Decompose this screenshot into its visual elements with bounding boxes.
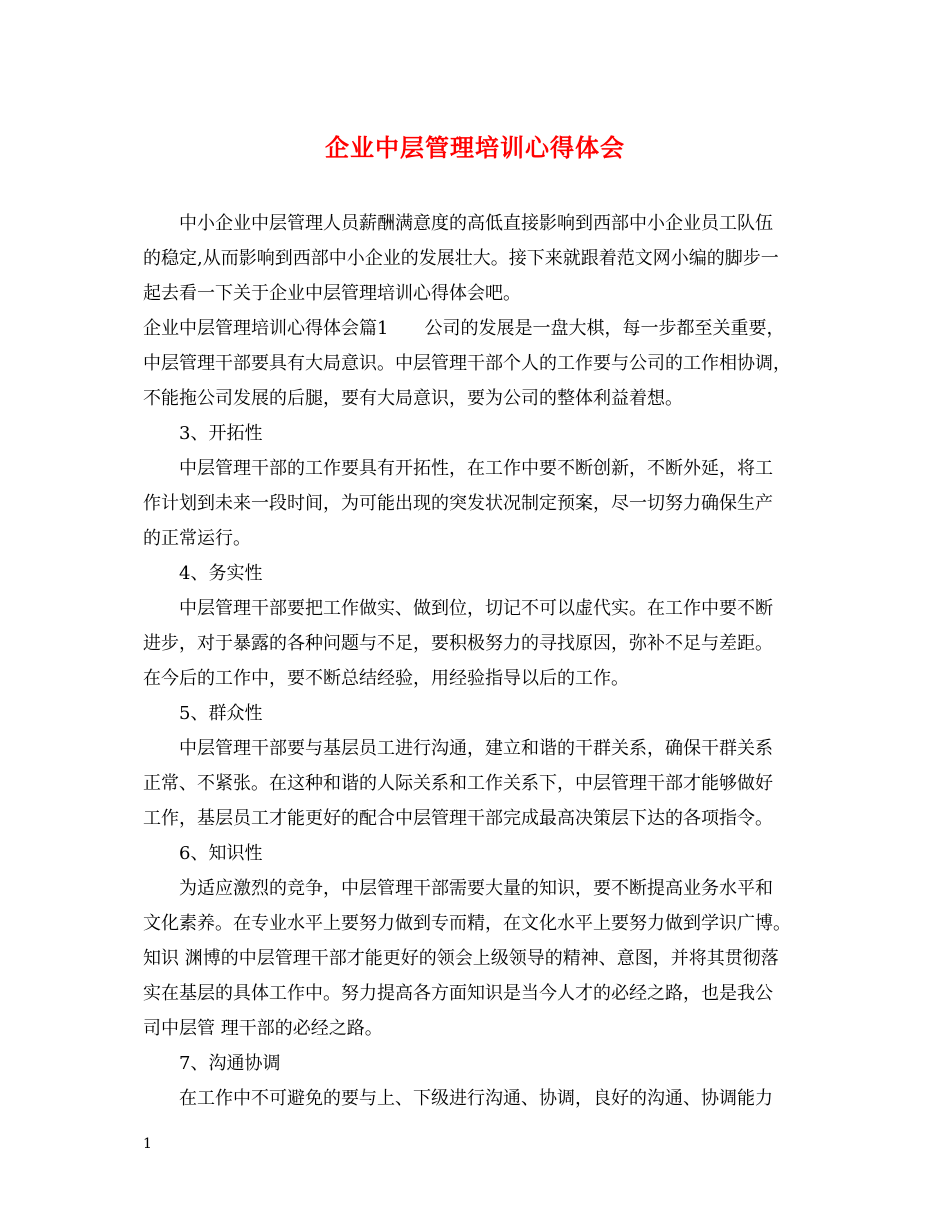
body-line: 作计划到未来一段时间，为可能出现的突发状况制定预案，尽一切努力确保生产 <box>143 493 773 514</box>
body-line: 在工作中不可避免的要与上、下级进行沟通、协调，良好的沟通、协调能力 <box>179 1088 773 1109</box>
section-heading: 7、沟通协调 <box>179 1053 281 1074</box>
section-heading: 4、务实性 <box>179 563 263 584</box>
body-line: 进步，对于暴露的各种问题与不足，要积极努力的寻找原因，弥补不足与差距。 <box>143 633 773 654</box>
body-line: 起去看一下关于企业中层管理培训心得体会吧。 <box>143 283 521 304</box>
page-number: 1 <box>143 1136 152 1152</box>
body-line: 中层管理干部要与基层员工进行沟通，建立和谐的干群关系，确保干群关系 <box>179 738 773 759</box>
body-line: 不能拖公司发展的后腿，要有大局意识，要为公司的整体利益着想。 <box>143 388 683 409</box>
document-title: 企业中层管理培训心得体会 <box>325 133 625 162</box>
document-body <box>143 206 813 1116</box>
body-line: 司中层管 理干部的必经之路。 <box>143 1018 383 1039</box>
body-line: 企业中层管理培训心得体会篇1 公司的发展是一盘大棋，每一步都至关重要， <box>143 318 785 339</box>
body-line: 中层管理干部要具有大局意识。中层管理干部个人的工作要与公司的工作相协调， <box>143 353 791 374</box>
body-line: 为适应激烈的竞争，中层管理干部需要大量的知识，要不断提高业务水平和 <box>179 878 773 899</box>
body-line: 在今后的工作中，要不断总结经验，用经验指导以后的工作。 <box>143 668 629 689</box>
section-heading: 3、开拓性 <box>179 423 263 444</box>
body-line: 中小企业中层管理人员薪酬满意度的高低直接影响到西部中小企业员工队伍 <box>179 213 773 234</box>
body-line: 中层管理干部的工作要具有开拓性，在工作中要不断创新，不断外延，将工 <box>179 458 773 479</box>
body-line: 的正常运行。 <box>143 528 251 549</box>
body-line: 的稳定,从而影响到西部中小企业的发展壮大。接下来就跟着范文网小编的脚步一 <box>143 248 779 269</box>
body-line: 工作，基层员工才能更好的配合中层管理干部完成最高决策层下达的各项指令。 <box>143 808 773 829</box>
body-line: 知识 渊博的中层管理干部才能更好的领会上级领导的精神、意图，并将其贯彻落 <box>143 948 779 969</box>
body-line: 中层管理干部要把工作做实、做到位，切记不可以虚代实。在工作中要不断 <box>179 598 773 619</box>
body-line: 实在基层的具体工作中。努力提高各方面知识是当今人才的必经之路，也是我公 <box>143 983 773 1004</box>
body-line: 正常、不紧张。在这种和谐的人际关系和工作关系下，中层管理干部才能够做好 <box>143 773 773 794</box>
section-heading: 6、知识性 <box>179 843 263 864</box>
section-heading: 5、群众性 <box>179 703 263 724</box>
body-line: 文化素养。在专业水平上要努力做到专而精，在文化水平上要努力做到学识广博。 <box>143 913 791 934</box>
